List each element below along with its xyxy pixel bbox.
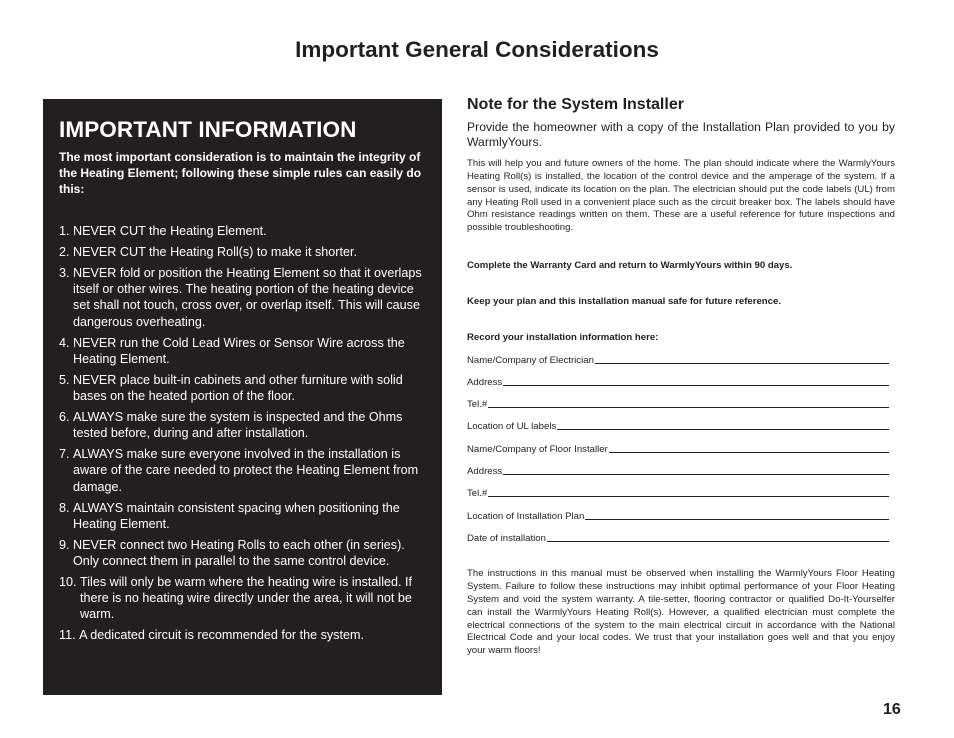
form-field-floor-installer-name[interactable] (467, 432, 889, 454)
rule-number: 10. (59, 575, 81, 590)
rule-item (59, 223, 426, 239)
rule-number: 5. (59, 372, 74, 387)
installation-record-form (467, 343, 895, 544)
rule-text: ALWAYS make sure everyone involved in the installation is aware of the care needed to protect the Heating Element from damage. (73, 447, 419, 494)
closing-paragraph: The instructions in this manual must be observed when installing the WarmlyYours Floor Heating System. Failure to follow these instructions may inhibit optimal performance of your Floor Heating System and void the system warranty. A tile-setter, flooring contractor or qualified Do-It-Yourselfer can install the WarmlyYours Heating Roll(s). However, a qualified electrician must complete the electrical connections of the system to the main electrical circuit in accordance with the National Electrical Code and your local codes. We trust that your installation goes well and that you enjoy your warm floors! (467, 567, 895, 657)
rule-item (59, 446, 426, 495)
page-number: 16 (883, 701, 901, 718)
important-information-title: IMPORTANT INFORMATION (59, 117, 357, 142)
form-field-blank[interactable] (609, 452, 889, 453)
form-field-installation-plan-location[interactable] (467, 499, 889, 521)
record-info-heading: Record your installation information here: (467, 332, 659, 344)
rule-text: NEVER CUT the Heating Roll(s) to make it shorter. (73, 245, 357, 259)
important-information-intro: The most important consideration is to maintain the integrity of the Heating Element; following these simple rules can easily do this: (59, 150, 422, 196)
rule-text: Tiles will only be warm where the heating wire is installed. If there is no heating wire directly under the area, it will not be warm. (80, 575, 413, 622)
form-field-ul-labels-location[interactable] (467, 410, 889, 432)
form-field-label: Address (467, 466, 503, 478)
installer-note-body: This will help you and future owners of the home. The plan should indicate where the WarmlyYours Heating Roll(s) is installed, the location of the control device and the amperage of the system. If a sensor is used, indicate its location on the plan. The electrician should put the code labels (UL) from any Heating Roll used in a convenient place such as the circuit breaker box. The labels should have Ohm resistance readings written on them. These are a useful reference for future inspections and possible troubleshooting. (467, 157, 895, 234)
form-field-electrician-name[interactable] (467, 343, 889, 365)
form-field-label: Location of Installation Plan (467, 510, 585, 522)
installer-note-lead: Provide the homeowner with a copy of the Installation Plan provided to you by WarmlyYours. (467, 120, 895, 150)
form-field-label: Name/Company of Electrician (467, 354, 594, 366)
rule-number: 3. (59, 266, 74, 280)
rule-text: A dedicated circuit is recommended for the system. (79, 628, 364, 643)
form-field-installation-date[interactable] (467, 522, 889, 544)
form-field-floor-installer-address[interactable] (467, 455, 889, 477)
rule-number: 7. (59, 447, 74, 462)
rule-item (59, 265, 426, 330)
rule-number: 1. (59, 224, 74, 238)
rule-number: 8. (59, 500, 74, 515)
important-information-box (43, 99, 442, 695)
warranty-note: Complete the Warranty Card and return to WarmlyYours within 90 days. (467, 260, 793, 272)
form-field-blank[interactable] (595, 363, 889, 364)
rule-text: NEVER CUT the Heating Element. (73, 224, 267, 238)
installer-note-heading: Note for the System Installer (467, 96, 684, 113)
form-field-label: Location of UL labels (467, 421, 557, 433)
rule-item (59, 372, 426, 404)
form-field-label: Address (467, 376, 503, 388)
form-field-electrician-phone[interactable] (467, 388, 889, 410)
rule-text: NEVER connect two Heating Rolls to each other (in series). Only connect them in parallel to the same control device. (73, 537, 405, 569)
rule-item (59, 574, 426, 623)
form-field-blank[interactable] (503, 385, 889, 386)
form-field-floor-installer-phone[interactable] (467, 477, 889, 499)
rule-text: NEVER fold or position the Heating Element so that it overlaps itself or other wires. The heating portion of the heating device set shall not touch, cross over, or overlap itself. This will cause dangerous overheating. (73, 266, 422, 329)
rule-number: 2. (59, 245, 74, 259)
rules-list (59, 223, 426, 644)
form-field-blank[interactable] (557, 429, 889, 430)
form-field-label: Name/Company of Floor Installer (467, 443, 608, 455)
rule-item (59, 627, 426, 643)
rule-number: 9. (59, 537, 74, 552)
form-field-blank[interactable] (585, 519, 889, 520)
form-field-label: Tel.# (467, 488, 488, 500)
rule-text: ALWAYS make sure the system is inspected and the Ohms tested before, during and after installation. (73, 410, 403, 441)
rule-number: 11. (59, 628, 80, 643)
rule-text: ALWAYS maintain consistent spacing when positioning the Heating Element. (73, 500, 400, 531)
keep-plan-note: Keep your plan and this installation manual safe for future reference. (467, 296, 781, 308)
rule-text: NEVER run the Cold Lead Wires or Sensor Wire across the Heating Element. (73, 335, 405, 366)
rule-item (59, 500, 426, 532)
form-field-electrician-address[interactable] (467, 366, 889, 388)
rule-item (59, 244, 426, 260)
form-field-label: Date of installation (467, 532, 546, 544)
form-field-blank[interactable] (488, 407, 889, 408)
form-field-blank[interactable] (547, 541, 889, 542)
form-field-blank[interactable] (503, 474, 889, 475)
page-title: Important General Considerations (295, 37, 659, 62)
rule-item (59, 409, 426, 441)
rule-number: 4. (59, 335, 74, 350)
form-field-blank[interactable] (488, 496, 889, 497)
form-field-label: Tel.# (467, 399, 488, 411)
installer-note-section (467, 96, 895, 658)
rule-text: NEVER place built-in cabinets and other furniture with solid bases on the heated portion of the floor. (73, 372, 403, 404)
rule-item (59, 335, 426, 367)
rule-number: 6. (59, 410, 74, 425)
rule-item (59, 537, 426, 569)
